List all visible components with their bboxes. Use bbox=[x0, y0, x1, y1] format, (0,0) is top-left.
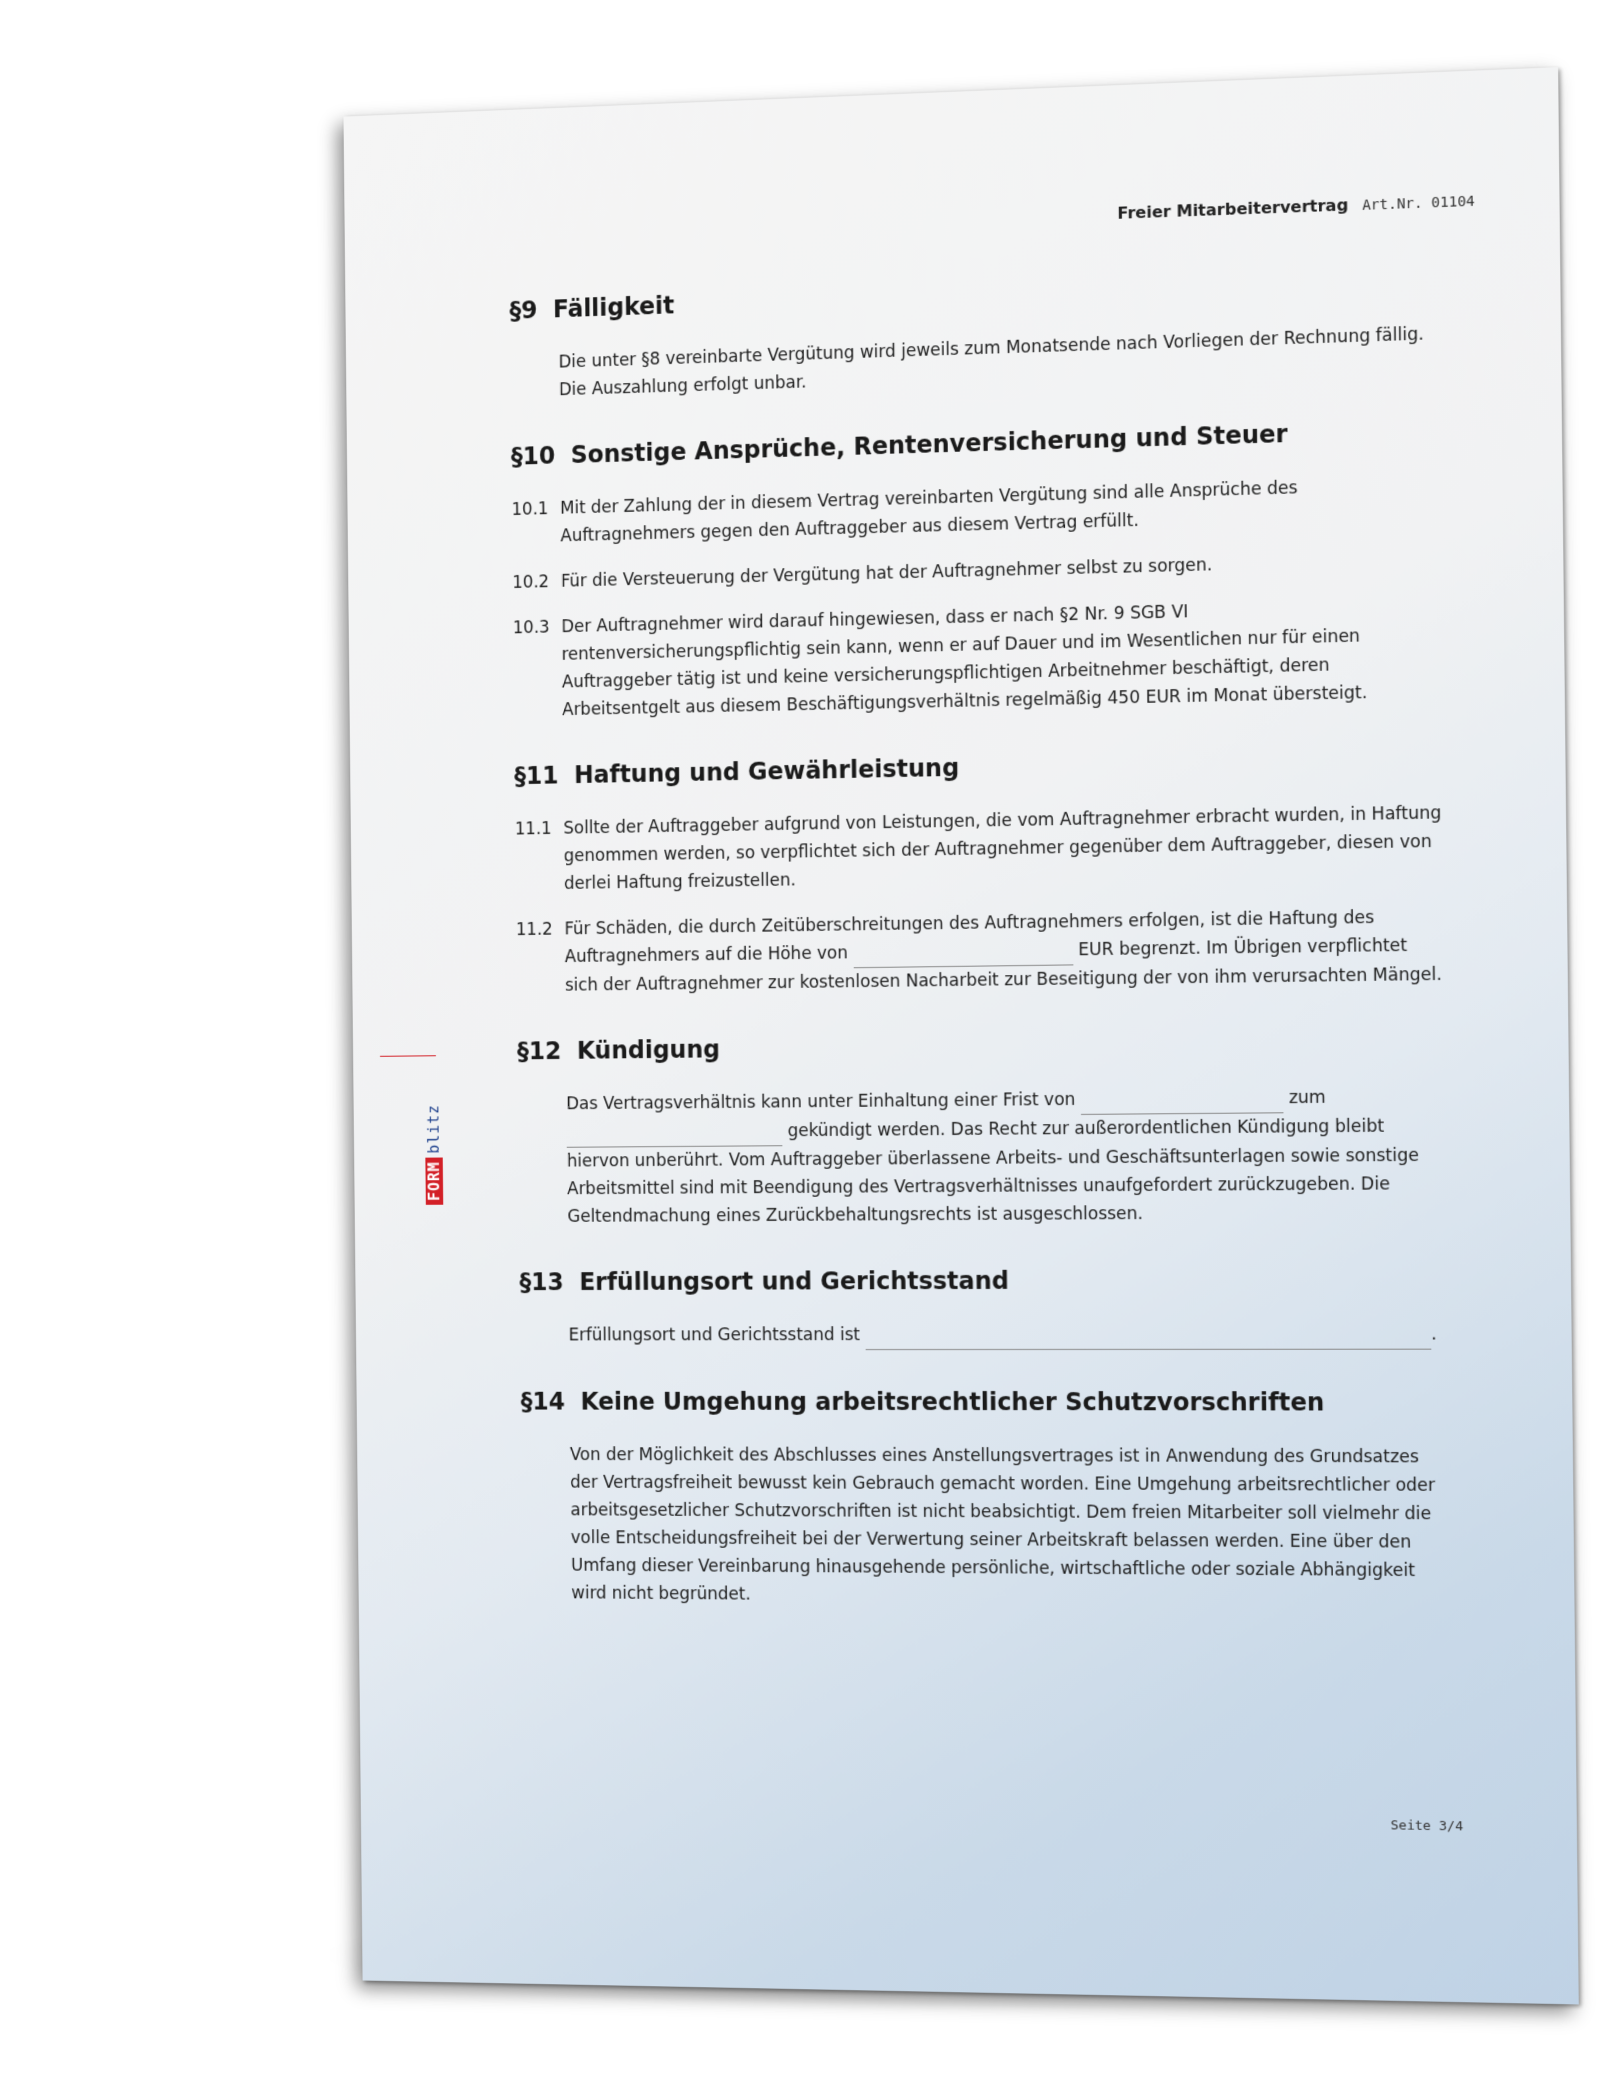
section-heading: §13 Erfüllungsort und Gerichtsstand bbox=[519, 1266, 1010, 1297]
section-heading: §10 Sonstige Ansprüche, Rentenversicherung und Steuer bbox=[510, 419, 1288, 471]
section-14 bbox=[521, 1388, 1453, 1614]
notice-period-field[interactable] bbox=[1081, 1084, 1284, 1115]
section-heading: §9 Fälligkeit bbox=[509, 291, 675, 325]
section-14-text: Von der Möglichkeit des Abschlusses eines Anstellungsvertrages ist in Anwendung des Grundsatzes der Vertragsfreiheit bewusst kein Gebrauch gemacht worden. Eine Umgehung arbeitsrechtlicher oder arbeitsgesetzlicher Schutzvorschriften ist nicht beabsichtigt. Dem freien Mitarbeiter soll vielmehr die volle Entscheidungsfreiheit bei der Verwertung seiner Arbeitskraft belassen werden. Eine über den Umfang dieser Vereinbarung hinausgehende persönliche, wirtschaftliche oder soziale Abhängigkeit wird nicht begründet. bbox=[569, 1445, 1436, 1605]
section-13-text: Erfüllungsort und Gerichtsstand ist . bbox=[569, 1320, 1450, 1350]
clause-11-1: 11.1 Sollte der Auftraggeber aufgrund von Leistungen, die vom Auftragnehmer erbracht wurden, in Haftung genommen werden, so verpflichtet sich der Auftragnehmer gegenüber dem Auftraggeber, diesen von derlei Haftung freizustellen. bbox=[514, 803, 1442, 894]
liability-amount-field[interactable] bbox=[853, 936, 1073, 968]
formblitz-logo bbox=[422, 1057, 447, 1205]
section-9-text: Die unter §8 vereinbarte Vergütung wird jeweils zum Monatsende nach Vorliegen der Rechnung fällig. Die Auszahlung erfolgt unbar. bbox=[558, 324, 1424, 401]
clause-11-2: 11.2 Für Schäden, die durch Zeitüberschreitungen des Auftragnehmers erfolgen, ist die Haftung des Auftragnehmers auf die Höhe von EUR begrenzt. Im Übrigen verpflichtet sich der Auftragnehmer zur kostenlosen Nacharbeit zur Beseitigung der von ihm verursachten Mängel. bbox=[515, 907, 1442, 996]
logo-form: FORM bbox=[425, 1157, 443, 1204]
page-number: Seite 3/4 bbox=[1390, 1818, 1464, 1835]
document-page bbox=[343, 67, 1578, 2004]
clause-10-2: 10.2 Für die Versteuerung der Vergütung hat der Auftragnehmer selbst zu sorgen. bbox=[512, 555, 1213, 593]
section-11 bbox=[514, 744, 1446, 1000]
logo-blitz: blitz bbox=[424, 1104, 443, 1154]
section-heading: §11 Haftung und Gewährleistung bbox=[514, 753, 960, 791]
section-heading: §12 Kündigung bbox=[517, 1035, 721, 1066]
clause-10-1: 10.1 Mit der Zahlung der in diesem Vertrag vereinbarten Vergütung sind alle Ansprüche des Auftragnehmers gegen den Auftraggeber aus diesem Vertrag erfüllt. bbox=[511, 478, 1298, 547]
doc-title: Freier Mitarbeitervertrag bbox=[1117, 195, 1349, 223]
jurisdiction-field[interactable] bbox=[865, 1320, 1431, 1350]
section-12 bbox=[517, 1028, 1449, 1231]
clause-10-3: 10.3 Der Auftragnehmer wird darauf hingewiesen, dass er nach §2 Nr. 9 SGB VI rentenversicherungspflichtig sein kann, wenn er auf Dauer und im Wesentlichen nur für einen Auftraggeber tätig ist und keine versicherungspflichtigen Arbeitnehmer beschäftigt, deren Arbeitsentgelt aus diesem Beschäftigungsverhältnis regelmäßig 450 EUR im Monat übersteigt. bbox=[512, 602, 1368, 721]
section-10 bbox=[511, 415, 1443, 725]
termination-date-field[interactable] bbox=[566, 1117, 782, 1147]
article-number: Art.Nr. 01104 bbox=[1362, 193, 1475, 214]
document-body bbox=[509, 265, 1453, 1652]
section-12-text: Das Vertragsverhältnis kann unter Einhaltung einer Frist von zum gekündigt werden. Das Recht zur außerordentlichen Kündigung bleibt hiervon unberührt. Vom Auftraggeber überlassene Arbeits- und Geschäftsunterlagen sowie sonstige Arbeitsmittel sind mit Beendigung des Vertragsverhältnisses unaufgefordert zurückzugeben. Die Geltendmachung eines Zurückbehaltungsrechts ist ausgeschlossen. bbox=[566, 1082, 1448, 1230]
document-header bbox=[1117, 191, 1475, 223]
section-9 bbox=[509, 265, 1439, 406]
section-13 bbox=[519, 1265, 1449, 1350]
section-heading: §14 Keine Umgehung arbeitsrechtlicher Schutzvorschriften bbox=[520, 1387, 1325, 1417]
